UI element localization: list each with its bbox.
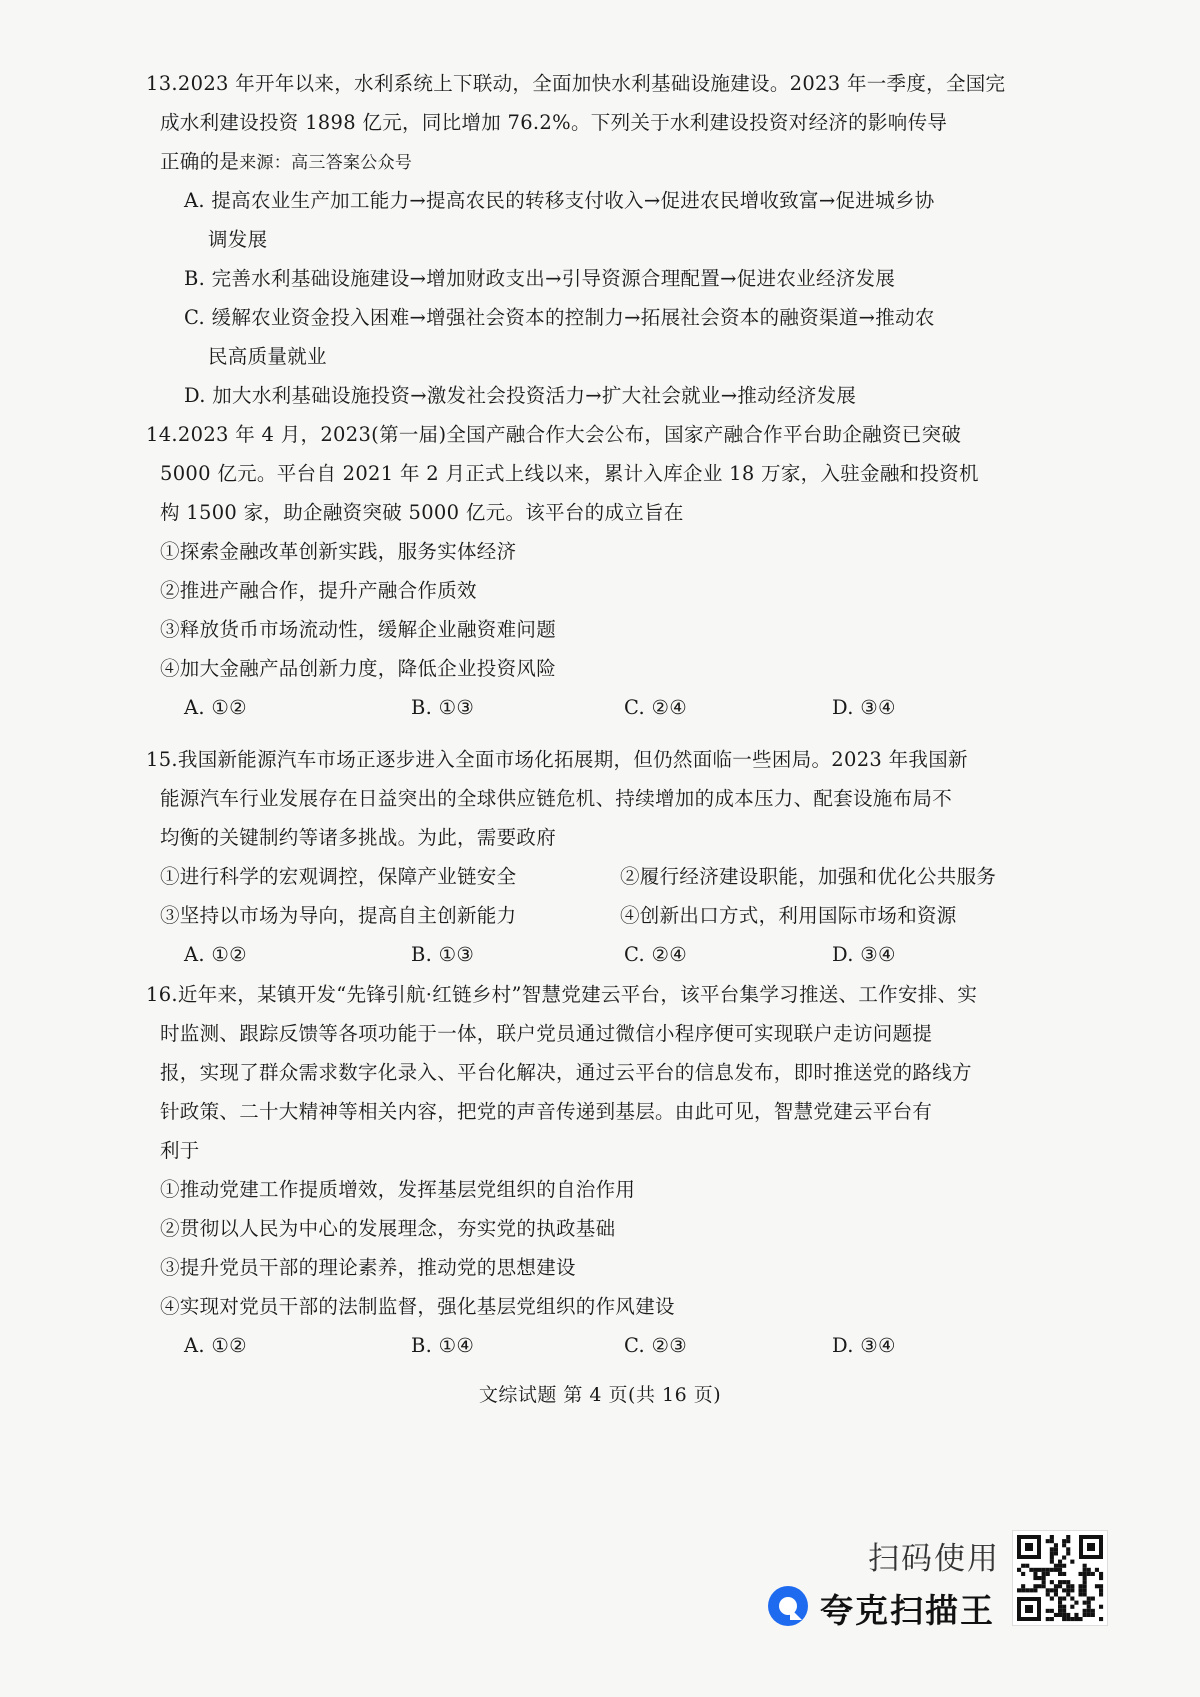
question-14-line: 构 1500 家，助企融资突破 5000 亿元。该平台的成立旨在: [160, 501, 684, 524]
answer-choices: [160, 1326, 1020, 1365]
question-16: [146, 975, 1020, 1365]
option-c-cont: 民高质量就业: [208, 345, 327, 368]
statements-row: [160, 896, 1020, 935]
choice-b: B. ①④: [411, 1334, 475, 1357]
page-footer: 文综试题 第 4 页(共 16 页): [478, 1384, 722, 1406]
choice-d: D. ③④: [832, 943, 896, 966]
question-16-line: 16.近年来，某镇开发“先锋引航·红链乡村”智慧党建云平台，该平台集学习推送、工作安排、实: [146, 983, 978, 1006]
question-15: [146, 740, 1020, 974]
statement-4: ④实现对党员干部的法制监督，强化基层党组织的作风建设: [160, 1295, 675, 1318]
scan-prompt: 扫码使用: [868, 1541, 1000, 1577]
statement-2: ②履行经济建设职能，加强和优化公共服务: [620, 865, 997, 888]
question-14-line: 14.2023 年 4 月，2023(第一届)全国产融合作大会公布，国家产融合作平台助企融资已突破: [146, 423, 962, 446]
choice-c: C. ②③: [624, 1334, 688, 1357]
option-a-cont: 调发展: [208, 228, 268, 251]
statement-1: ①进行科学的宏观调控，保障产业链安全: [160, 865, 517, 888]
question-13-line: [160, 142, 1020, 181]
choice-d: D. ③④: [832, 1334, 896, 1357]
statements-row: [160, 857, 1020, 896]
choice-b: B. ①③: [411, 943, 475, 966]
question-16-line: 报，实现了群众需求数字化录入、平台化解决，通过云平台的信息发布，即时推送党的路线方: [160, 1061, 972, 1084]
statement-2: ②贯彻以人民为中心的发展理念，夯实党的执政基础: [160, 1217, 616, 1240]
statement-1: ①推动党建工作提质增效，发挥基层党组织的自治作用: [160, 1178, 636, 1201]
question-16-line: 利于: [160, 1139, 200, 1162]
quark-logo-icon: [766, 1584, 810, 1632]
option-a: A. 提高农业生产加工能力→提高农民的转移支付收入→促进农民增收致富→促进城乡协: [184, 189, 935, 212]
statement-4: ④加大金融产品创新力度，降低企业投资风险: [160, 657, 557, 680]
statement-3: ③坚持以市场为导向，提高自主创新能力: [160, 904, 517, 927]
statement-3: ③提升党员干部的理论素养，推动党的思想建设: [160, 1256, 576, 1279]
source-note: 来源：高三答案公众号: [239, 153, 413, 173]
question-15-line: 能源汽车行业发展存在日益突出的全球供应链危机、持续增加的成本压力、配套设施布局不: [160, 787, 953, 810]
choice-c: C. ②④: [624, 696, 688, 719]
choice-d: D. ③④: [832, 696, 896, 719]
question-14-line: 5000 亿元。平台自 2021 年 2 月正式上线以来，累计入库企业 18 万家，入驻金融和投资机: [160, 462, 979, 485]
statement-3: ③释放货币市场流动性，缓解企业融资难问题: [160, 618, 557, 641]
scanner-brand: [766, 1583, 995, 1633]
statement-2: ②推进产融合作，提升产融合作质效: [160, 579, 477, 602]
choice-a: A. ①②: [184, 696, 247, 719]
question-13: [146, 64, 1020, 415]
question-13-line: 13.2023 年开年以来，水利系统上下联动，全面加快水利基础设施建设。2023 年一季度，全国完: [146, 72, 1006, 95]
option-b: B. 完善水利基础设施建设→增加财政支出→引导资源合理配置→促进农业经济发展: [184, 267, 896, 290]
choice-a: A. ①②: [184, 943, 247, 966]
question-13-line: 成水利建设投资 1898 亿元，同比增加 76.2%。下列关于水利建设投资对经济的影响传导: [160, 111, 948, 134]
statement-4: ④创新出口方式，利用国际市场和资源: [620, 904, 957, 927]
choice-a: A. ①②: [184, 1334, 247, 1357]
question-16-line: 时监测、跟踪反馈等各项功能于一体，联户党员通过微信小程序便可实现联户走访问题提: [160, 1022, 933, 1045]
option-c: C. 缓解农业资金投入困难→增强社会资本的控制力→拓展社会资本的融资渠道→推动农: [184, 306, 935, 329]
statement-1: ①探索金融改革创新实践，服务实体经济: [160, 540, 517, 563]
brand-name: 夸克扫描王: [820, 1590, 995, 1630]
question-15-line: 15.我国新能源汽车市场正逐步进入全面市场化拓展期，但仍然面临一些困局。2023 年我国新: [146, 748, 968, 771]
question-14: [146, 415, 1020, 727]
option-d: D. 加大水利基础设施投资→激发社会投资活力→扩大社会就业→推动经济发展: [184, 384, 857, 407]
answer-choices: [160, 935, 1020, 974]
question-13-stem-end: 正确的是: [160, 150, 240, 173]
answer-choices: [160, 688, 1020, 727]
choice-b: B. ①③: [411, 696, 475, 719]
question-16-line: 针政策、二十大精神等相关内容，把党的声音传递到基层。由此可见，智慧党建云平台有: [160, 1100, 933, 1123]
qr-code-icon[interactable]: [1012, 1530, 1108, 1626]
question-15-line: 均衡的关键制约等诸多挑战。为此，需要政府: [160, 826, 557, 849]
choice-c: C. ②④: [624, 943, 688, 966]
